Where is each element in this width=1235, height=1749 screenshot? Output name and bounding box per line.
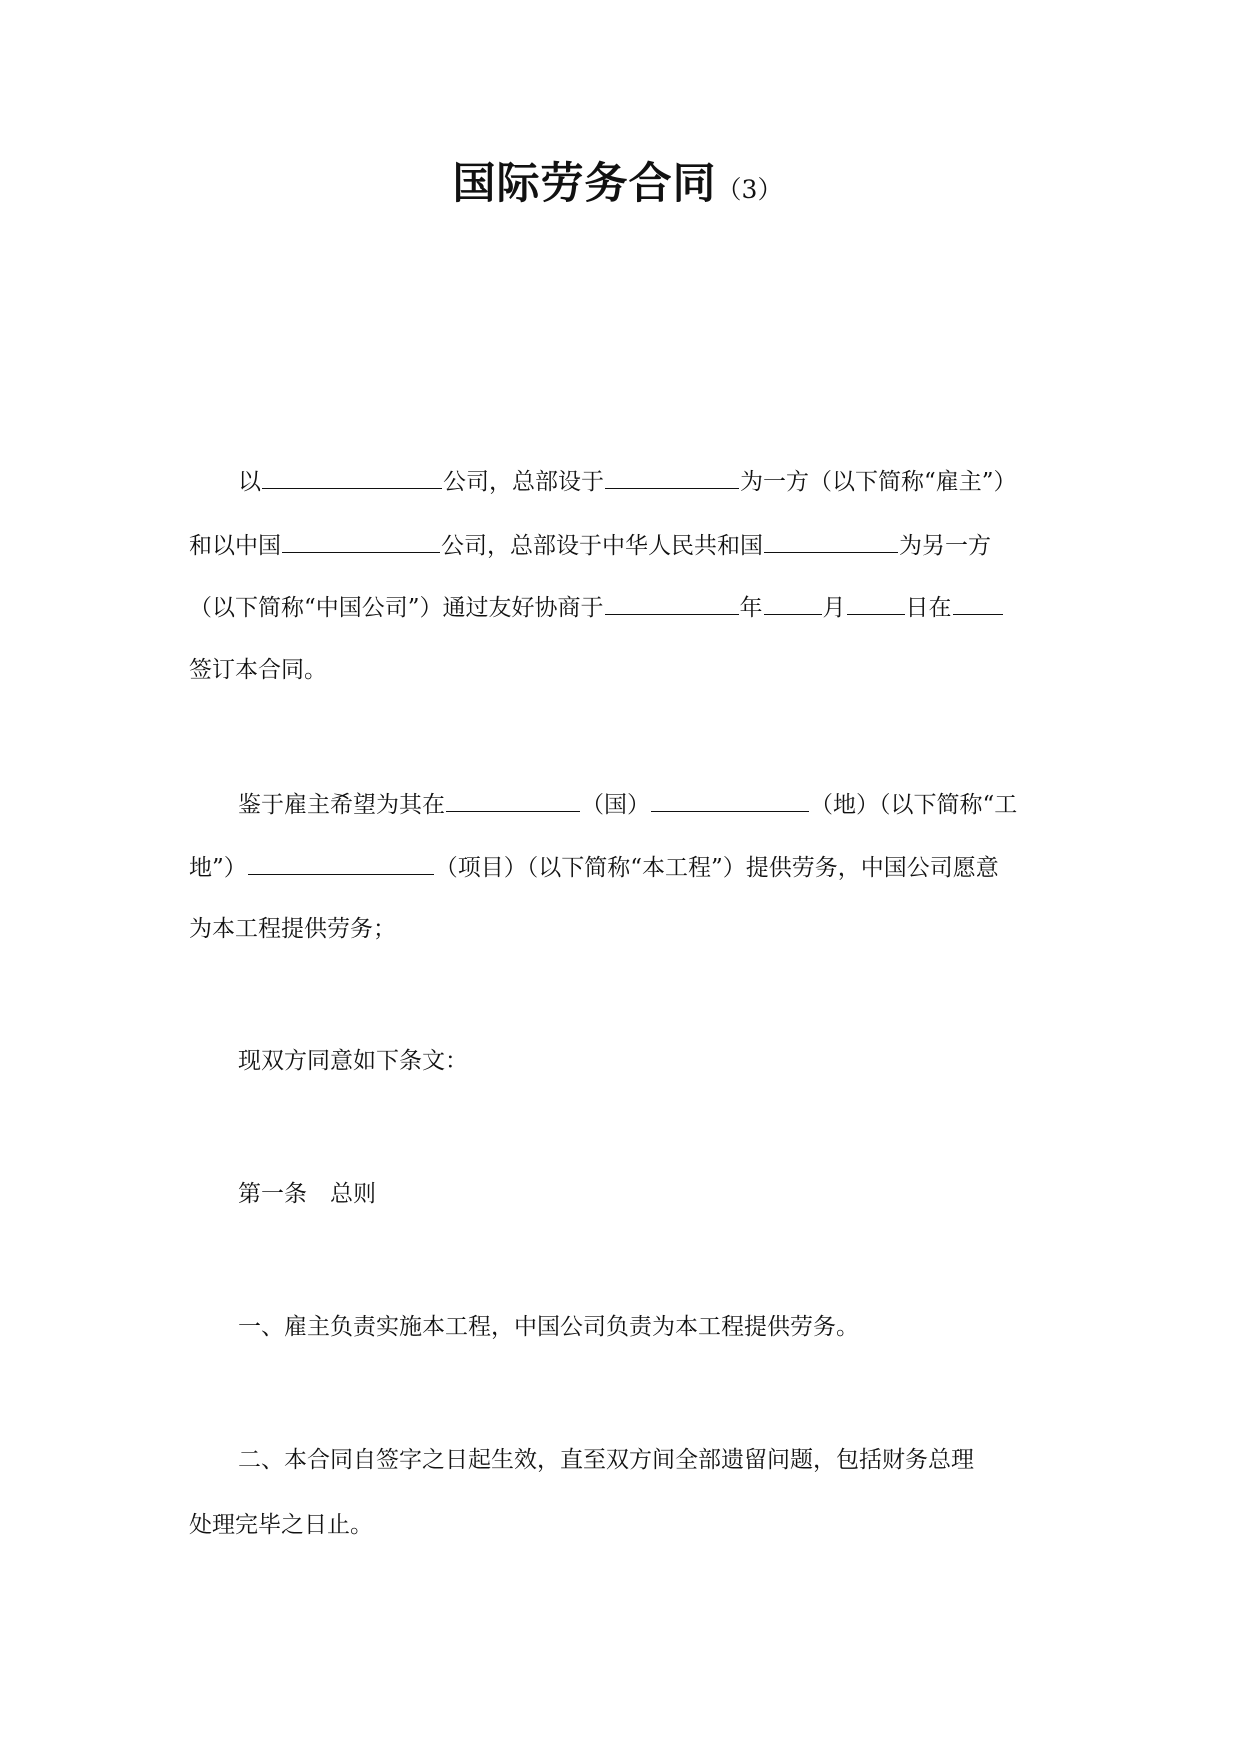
blank-chinese-company[interactable] [282, 530, 440, 553]
blank-chinese-hq[interactable] [764, 530, 898, 553]
blank-employer-hq[interactable] [605, 466, 739, 489]
preamble-line-2: 和以中国 公司，总部设于中华人民共和国 为另一方 [189, 530, 991, 560]
blank-project[interactable] [248, 852, 434, 875]
preamble-line-3: （以下简称“中国公司”）通过友好协商于 年 月 日在 [189, 592, 1004, 622]
preamble-line-1: 以 公司，总部设于 为一方（以下简称“雇主”） [238, 466, 1017, 496]
blank-employer-company[interactable] [262, 466, 442, 489]
blank-country[interactable] [446, 789, 580, 812]
article-1-clause-2-line-2: 处理完毕之日止。 [189, 1512, 373, 1538]
whereas-line-3: 为本工程提供劳务； [189, 916, 396, 942]
title-suffix: （3） [716, 175, 783, 204]
blank-sign-month[interactable] [764, 592, 822, 615]
agreement-statement: 现双方同意如下条文： [238, 1048, 468, 1074]
preamble-line-4: 签订本合同。 [189, 657, 327, 683]
article-1-clause-2-line-1: 二、本合同自签字之日起生效，直至双方间全部遗留问题，包括财务总理 [238, 1447, 974, 1473]
whereas-line-2: 地”） （项目）（以下简称“本工程”）提供劳务，中国公司愿意 [189, 852, 999, 882]
title-main: 国际劳务合同 [452, 159, 717, 209]
article-1-heading: 第一条 总则 [238, 1181, 376, 1207]
blank-sign-date[interactable] [605, 592, 739, 615]
blank-location[interactable] [651, 789, 809, 812]
blank-sign-place[interactable] [953, 592, 1003, 615]
article-1-clause-1: 一、雇主负责实施本工程，中国公司负责为本工程提供劳务。 [238, 1314, 859, 1340]
document-title [0, 150, 1235, 211]
whereas-line-1: 鉴于雇主希望为其在 （国） （地）（以下简称“工 [238, 789, 1017, 819]
blank-sign-day[interactable] [847, 592, 905, 615]
